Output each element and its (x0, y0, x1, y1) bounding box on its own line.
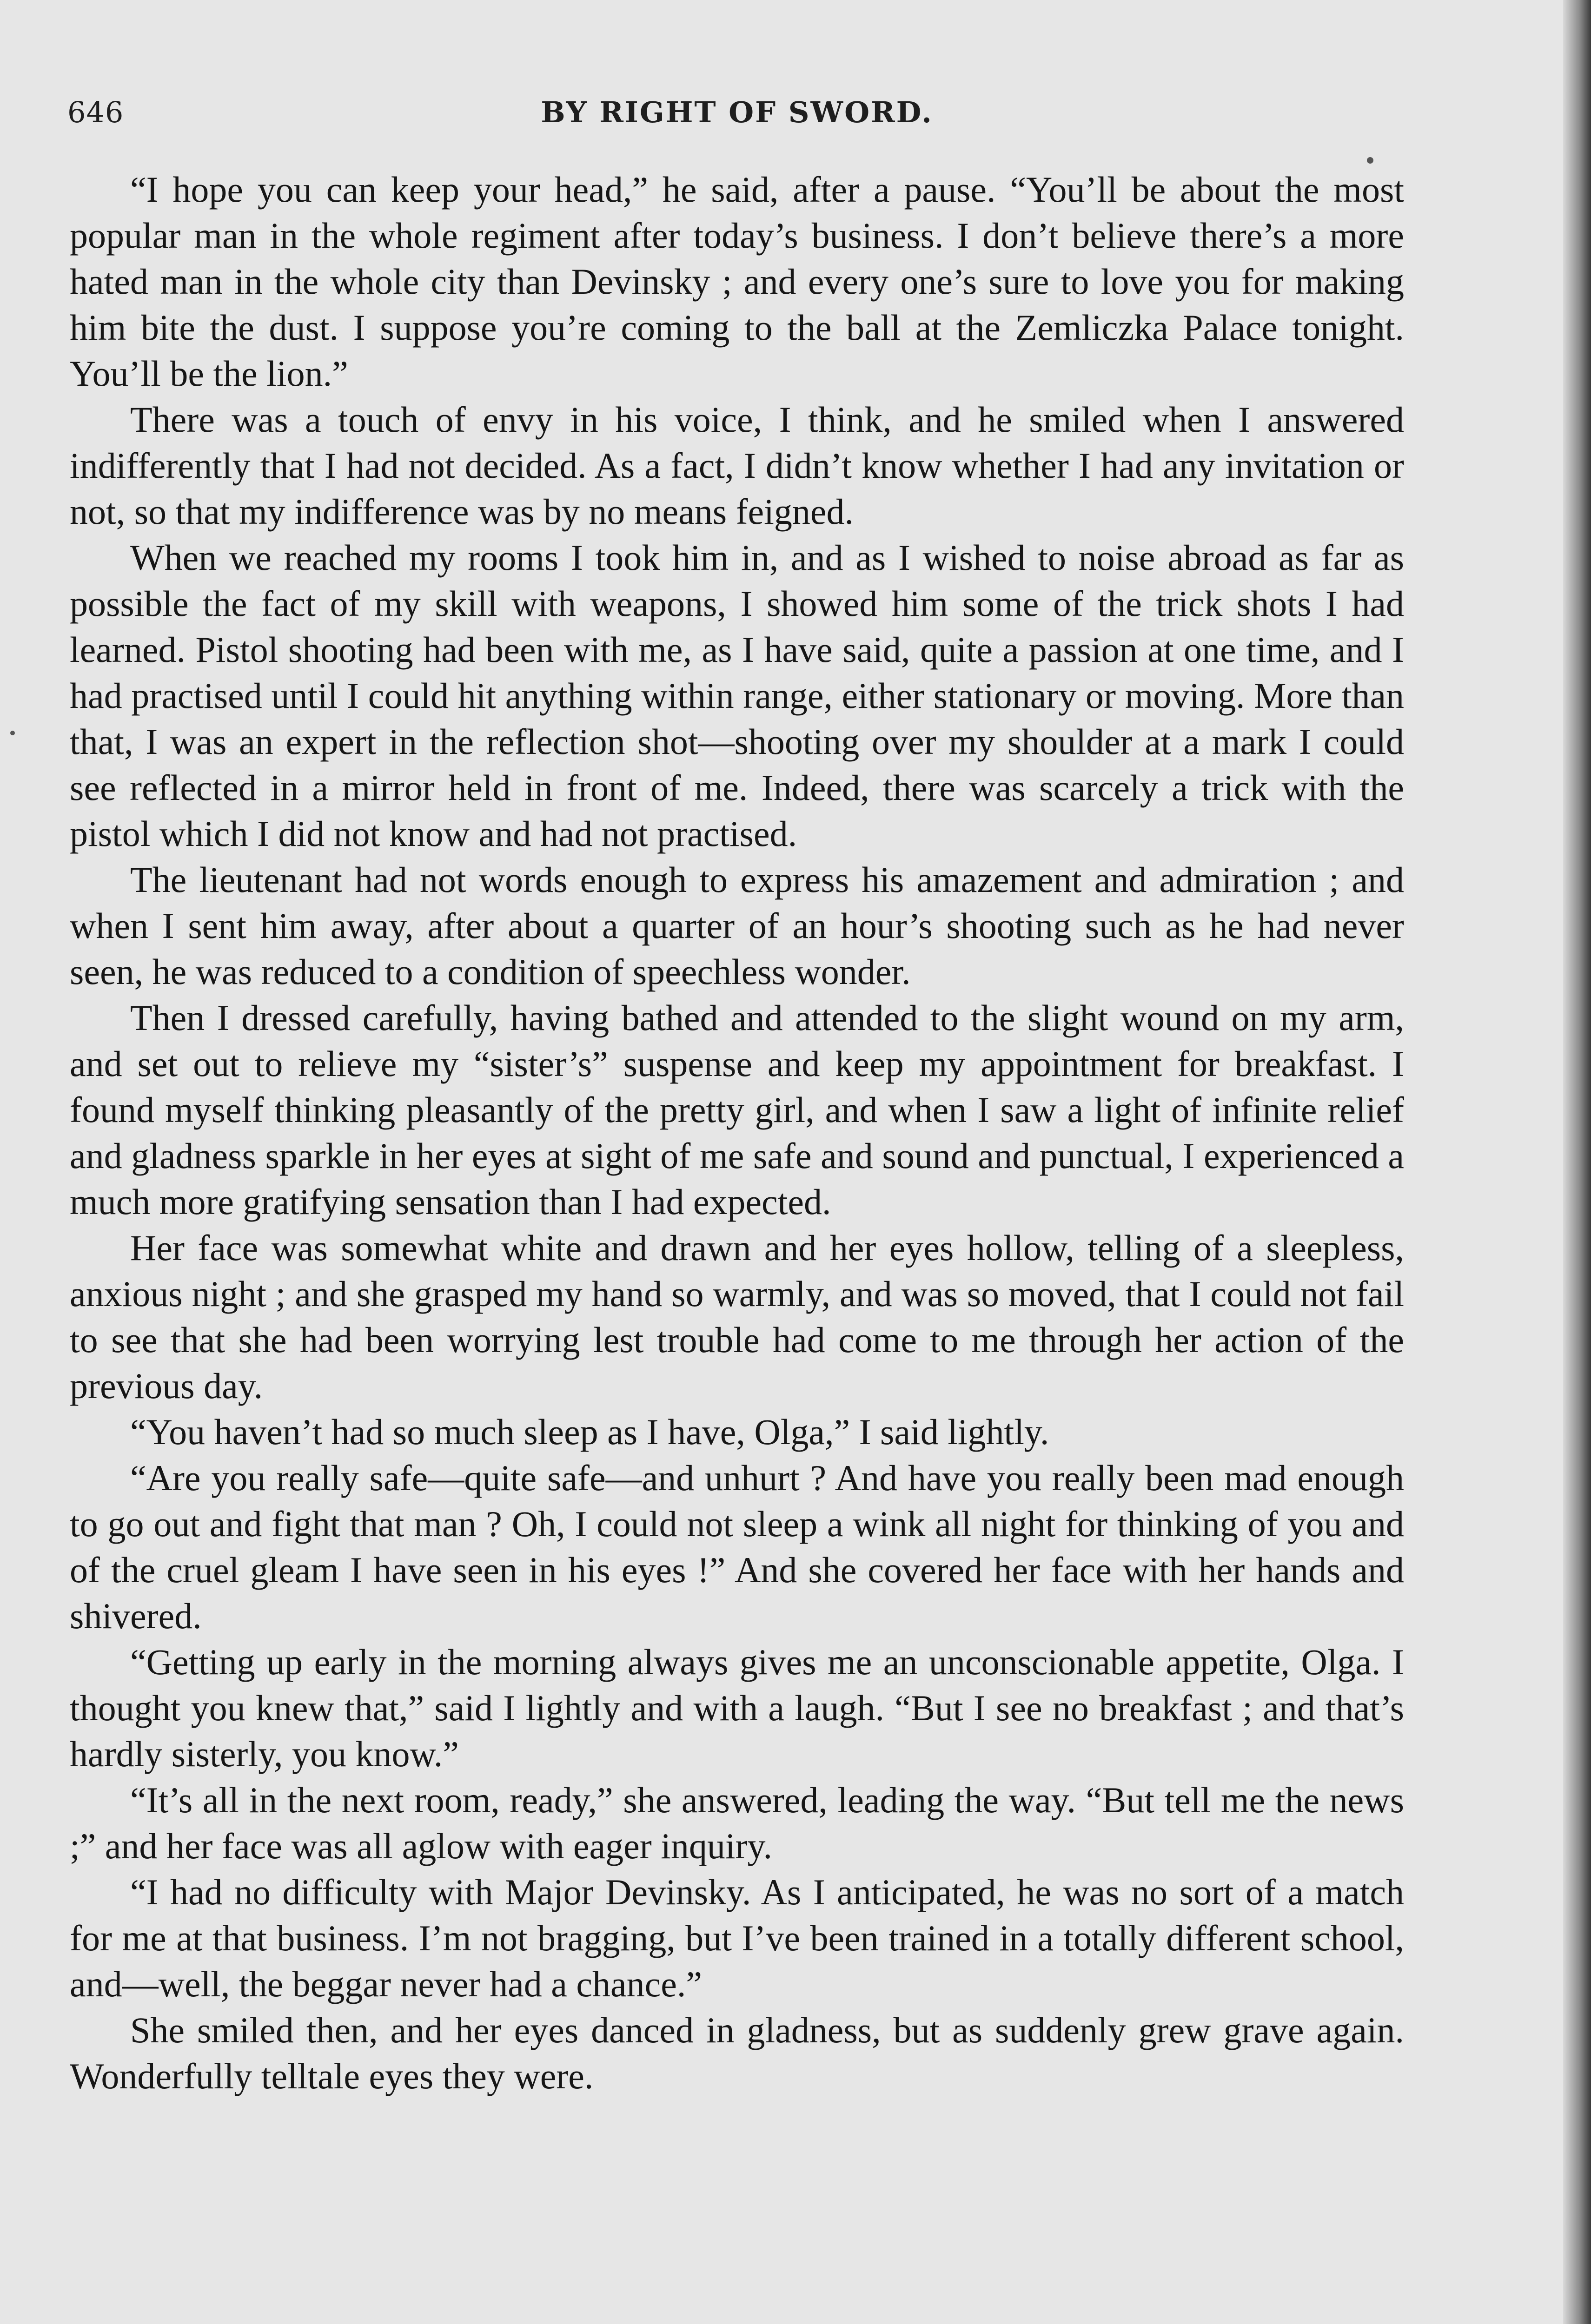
paragraph: “Getting up early in the morning always gives me an unconscionable appetite, Olga. I thought you knew that,” said I lightly and with a laugh. “But I see no breakfast ; and that’s hardly sisterly, you know.” (70, 1642, 1404, 1774)
paragraph: Then I dressed carefully, having bathed and attended to the slight wound on my arm, and set out to relieve my “sister’s” suspense and keep my appointment for breakfast. I found myself thinking pleasantly of the pretty girl, and when I saw a light of infinite relief and gladness sparkle in her eyes at sight of me safe and sound and punctual, I experienced a much more gratifying sensation than I had expected. (70, 997, 1404, 1222)
paragraph: Her face was somewhat white and drawn and her eyes hollow, telling of a sleepless, anxious night ; and she grasped my hand so warmly, and was so moved, that I could not fail to see that she had been worrying lest trouble had come to me through her action of the previous day. (70, 1228, 1404, 1406)
body-text (70, 166, 1404, 2099)
paragraph: “It’s all in the next room, ready,” she answered, leading the way. “But tell me the news ;” and her face was all aglow with eager inquiry. (70, 1780, 1404, 1866)
paragraph: “I hope you can keep your head,” he said, after a pause. “You’ll be about the most popular man in the whole regiment after today’s business. I don’t believe there’s a more hated man in the whole city than Devinsky ; and every one’s sure to love you for making him bite the dust. I suppose you’re coming to the ball at the Zemliczka Palace tonight. You’ll be the lion.” (70, 169, 1404, 394)
paragraph: “You haven’t had so much sleep as I have, Olga,” I said lightly. (130, 1412, 1049, 1452)
print-speck (10, 731, 15, 735)
page-number: 646 (67, 95, 124, 129)
paragraph: There was a touch of envy in his voice, I think, and he smiled when I answered indifferently that I had not decided. As a fact, I didn’t know whether I had any invitation or not, so that my indifference was by no means feigned. (70, 399, 1404, 532)
running-head (67, 95, 1406, 137)
paragraph: When we reached my rooms I took him in, and as I wished to noise abroad as far as possible the fact of my skill with weapons, I showed him some of the trick shots I had learned. Pistol shooting had been with me, as I have said, quite a passion at one time, and I had practised until I could hit anything within range, either stationary or moving. More than that, I was an expert in the reflection shot—shooting over my shoulder at a mark I could see reflected in a mirror held in front of me. Indeed, there was scarcely a trick with the pistol which I did not know and had not practised. (70, 537, 1404, 854)
paragraph: “Are you really safe—quite safe—and unhurt ? And have you really been mad enough to go out and fight that man ? Oh, I could not sleep a wink all night for thinking of you and of the cruel gleam I have seen in his eyes !” And she covered her face with her hands and shivered. (70, 1458, 1404, 1636)
paragraph: She smiled then, and her eyes danced in gladness, but as suddenly grew grave again. Wonderfully telltale eyes they were. (70, 2010, 1404, 2096)
page-edge-shadow (1563, 0, 1591, 2324)
paragraph: “I had no difficulty with Major Devinsky. As I anticipated, he was no sort of a match for me at that business. I’m not bragging, but I’ve been trained in a totally different school, and—well, the beggar never had a chance.” (70, 1872, 1404, 2004)
print-speck (1367, 157, 1373, 164)
running-title: BY RIGHT OF SWORD. (541, 95, 933, 129)
paragraph: The lieutenant had not words enough to express his amazement and admiration ; and when I sent him away, after about a quarter of an hour’s shooting such as he had never seen, he was reduced to a condition of speechless wonder. (70, 859, 1404, 992)
